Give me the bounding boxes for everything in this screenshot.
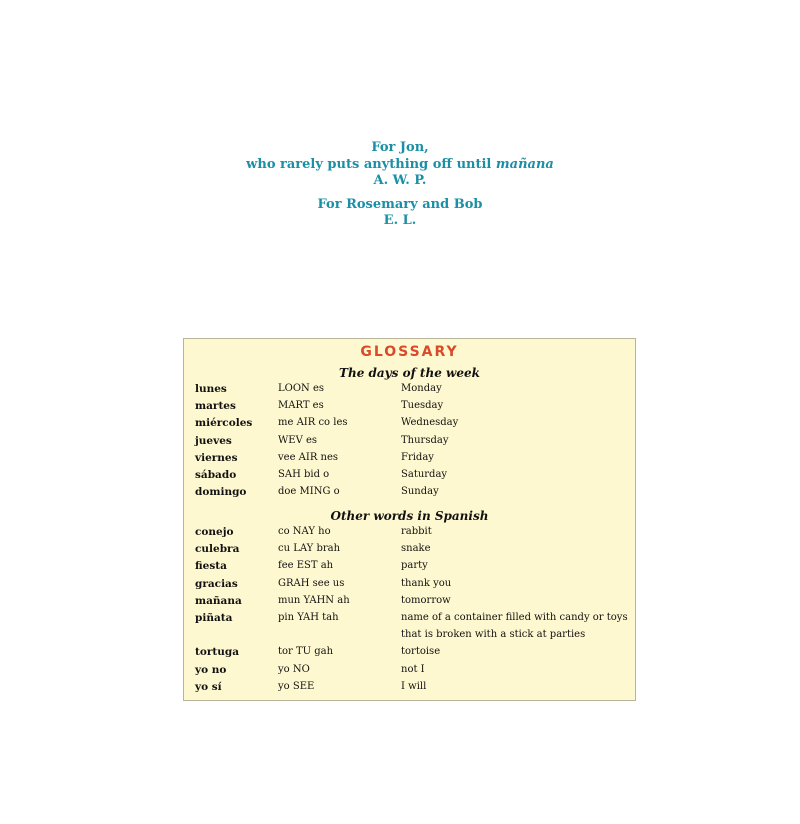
glossary-pronunciation: tor TU gah (278, 646, 334, 658)
glossary-word: tortuga (195, 646, 240, 659)
glossary-meaning: Wednesday (401, 417, 459, 429)
dedication-line-2-text: who rarely puts anything off until (246, 156, 496, 172)
glossary-pronunciation: cu LAY brah (278, 543, 341, 555)
dedication-line-2-italic: mañana (495, 156, 554, 172)
other-words-list (195, 526, 635, 698)
glossary-pronunciation: SAH bid o (278, 468, 330, 480)
glossary-word: martes (195, 400, 236, 413)
glossary-pronunciation: me AIR co les (278, 417, 348, 429)
glossary-meaning: Tuesday (401, 400, 444, 412)
glossary-pronunciation: fee EST ah (278, 560, 334, 572)
glossary-word: piñata (195, 611, 233, 624)
days-heading: The days of the week (339, 366, 480, 380)
dedication-initials-1: A. W. P. (373, 173, 427, 188)
glossary-row (195, 526, 635, 543)
glossary-row (195, 681, 635, 698)
glossary-row (195, 646, 635, 663)
glossary-box (183, 338, 636, 701)
dedication-initials-2: E. L. (383, 213, 417, 228)
glossary-word: conejo (195, 526, 234, 538)
glossary-word: jueves (195, 434, 232, 447)
glossary-meaning: tortoise (401, 646, 441, 658)
glossary-meaning: thank you (401, 577, 452, 589)
glossary-word: lunes (195, 383, 227, 395)
glossary-row (195, 560, 635, 577)
days-list (195, 383, 635, 503)
glossary-pronunciation: mun YAHN ah (278, 594, 350, 606)
glossary-pronunciation: doe MING o (278, 486, 340, 498)
glossary-pronunciation: LOON es (278, 383, 325, 394)
glossary-meaning: I will (401, 680, 427, 692)
glossary-pronunciation: yo SEE (278, 680, 315, 692)
glossary-pronunciation: co NAY ho (278, 526, 331, 537)
glossary-word: mañana (195, 594, 242, 607)
glossary-word: yo no (195, 663, 227, 676)
glossary-row-continuation (195, 629, 635, 646)
glossary-row (195, 595, 635, 612)
glossary-row (195, 578, 635, 595)
glossary-meaning: name of a container filled with candy or toys (401, 611, 628, 623)
glossary-row (195, 452, 635, 469)
glossary-row (195, 400, 635, 417)
glossary-word: culebra (195, 543, 240, 556)
glossary-pronunciation: yo NO (278, 663, 310, 675)
other-words-heading: Other words in Spanish (330, 509, 489, 523)
glossary-meaning-continued: that is broken with a stick at parties (401, 629, 586, 641)
glossary-meaning: tomorrow (401, 594, 451, 606)
glossary-title: GLOSSARY (360, 344, 459, 360)
glossary-word: fiesta (195, 560, 227, 573)
glossary-row (195, 486, 635, 503)
glossary-meaning: party (401, 560, 428, 572)
glossary-pronunciation: vee AIR nes (278, 451, 339, 463)
glossary-word: yo sí (195, 680, 222, 693)
glossary-meaning: Thursday (401, 434, 449, 446)
glossary-row (195, 469, 635, 486)
glossary-pronunciation: pin YAH tah (278, 611, 339, 623)
dedication-line-1: For Jon, (371, 140, 429, 155)
glossary-row (195, 612, 635, 629)
glossary-word: viernes (195, 451, 238, 464)
glossary-meaning: Sunday (401, 486, 439, 498)
glossary-pronunciation: GRAH see us (278, 577, 345, 589)
glossary-row (195, 664, 635, 681)
glossary-word: miércoles (195, 417, 253, 430)
glossary-pronunciation: MART es (278, 400, 324, 412)
glossary-meaning: rabbit (401, 526, 432, 537)
glossary-meaning: Saturday (401, 468, 448, 480)
glossary-meaning: Monday (401, 383, 442, 394)
dedication-spacer (0, 190, 800, 197)
glossary-row (195, 543, 635, 560)
glossary-word: sábado (195, 468, 237, 481)
dedication (0, 140, 800, 230)
glossary-word: gracias (195, 577, 238, 590)
glossary-meaning: Friday (401, 451, 434, 463)
glossary-row (195, 435, 635, 452)
glossary-pronunciation: WEV es (278, 434, 318, 446)
glossary-meaning: not I (401, 663, 425, 675)
dedication-line-2 (0, 157, 800, 174)
glossary-word: domingo (195, 486, 247, 499)
glossary-row (195, 383, 635, 400)
dedication-line-4: For Rosemary and Bob (317, 196, 483, 212)
glossary-row (195, 417, 635, 434)
glossary-meaning: snake (401, 543, 431, 555)
